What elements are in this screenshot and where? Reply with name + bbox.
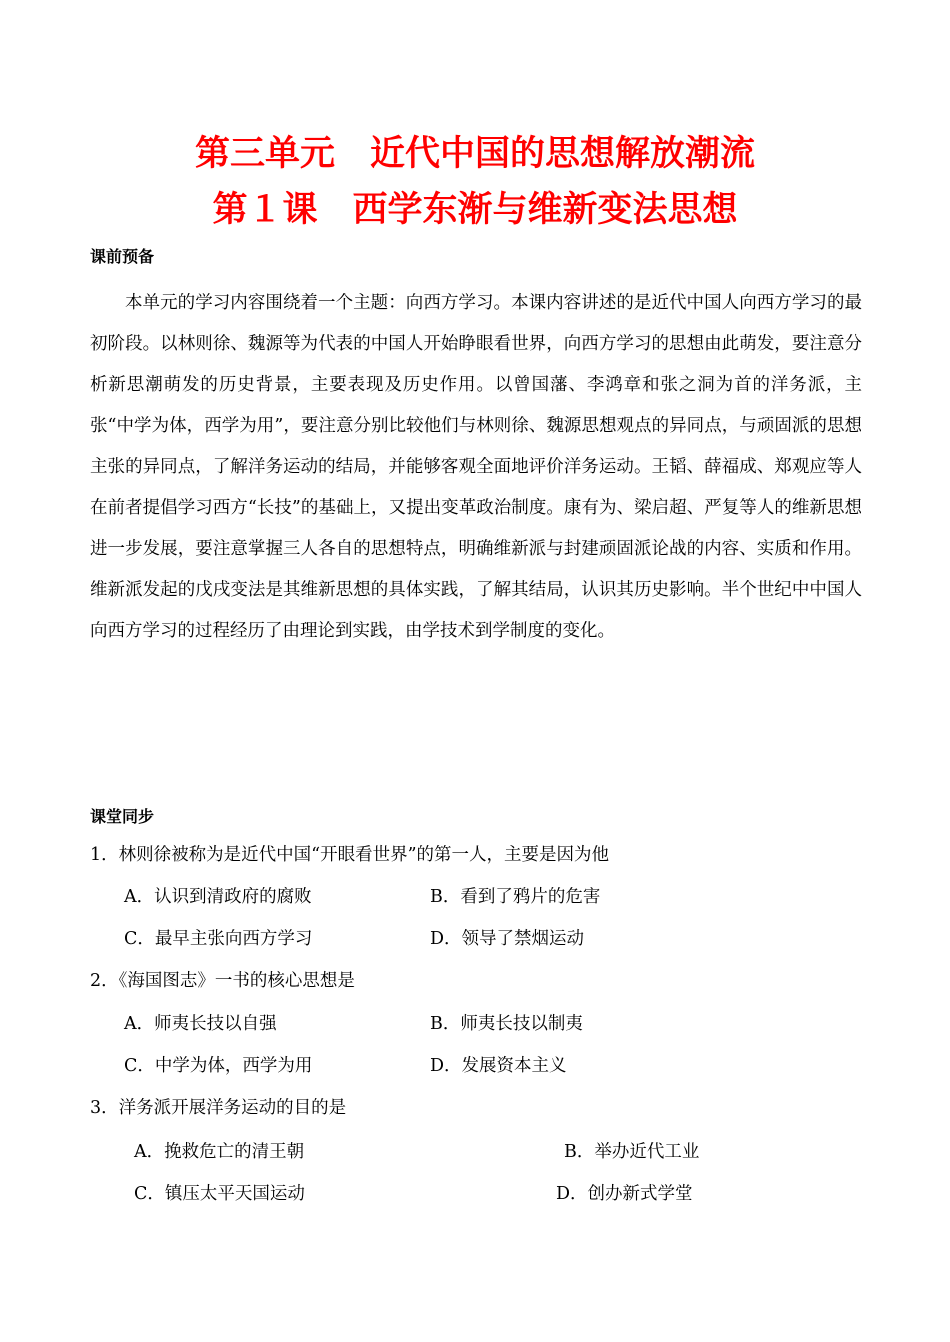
question-1-stem: 1．林则徐被称为是近代中国“开眼看世界”的第一人，主要是因为他 [90,845,610,865]
lesson-title: 第１课 西学东渐与维新变法思想 [212,189,738,230]
question-1-option-b: B．看到了鸦片的危害 [430,887,601,907]
question-2-option-a: A．师夷长技以自强 [124,1014,277,1034]
question-2-option-c: C．中学为体，西学为用 [124,1056,313,1076]
unit-title: 第三单元 近代中国的思想解放潮流 [194,133,755,174]
question-2-option-b: B．师夷长技以制夷 [430,1014,583,1034]
question-1-option-a: A．认识到清政府的腐败 [124,887,312,907]
question-3-option-c: C．镇压太平天国运动 [134,1184,305,1204]
question-3-option-a: A．挽救危亡的清王朝 [134,1142,305,1162]
question-1-option-d: D．领导了禁烟运动 [430,929,585,949]
question-3-stem: 3．洋务派开展洋务运动的目的是 [90,1098,347,1118]
section-heading-classroom: 课堂同步 [90,807,155,826]
preview-paragraph: 本单元的学习内容围绕着一个主题：向西方学习。本课内容讲述的是近代中国人向西方学习的最初阶段。以林则徐、魏源等为代表的中国人开始睁眼看世界，向西方学习的思想由此萌发，要注意分析新思潮萌发的历史背景，主要表现及历史作用。以曾国藩、李鸿章和张之洞为首的洋务派，主张“中学为体，西学为用”，要注意分别比较他们与林则徐、魏源思想观点的异同点，与顽固派的思想主张的异同点，了解洋务运动的结局，并能够客观全面地评价洋务运动。王韬、薛福成、郑观应等人在前者提倡学习西方“长技”的基础上，又提出变革政治制度。康有为、梁启超、严复等人的维新思想进一步发展，要注意掌握三人各自的思想特点，明确维新派与封建顽固派论战的内容、实质和作用。维新派发起的戊戌变法是其维新思想的具体实践，了解其结局，认识其历史影响。半个世纪中中国人向西方学习的过程经历了由理论到实践，由学技术到学制度的变化。 [90,293,862,641]
question-2-option-d: D．发展资本主义 [430,1056,567,1076]
question-2-stem: 2．《海国图志》一书的核心思想是 [90,971,355,991]
question-3-option-b: B．举办近代工业 [564,1142,700,1162]
section-heading-preview: 课前预备 [90,247,155,266]
question-3-option-d: D．创办新式学堂 [556,1184,693,1204]
question-1-option-c: C．最早主张向西方学习 [124,929,313,949]
